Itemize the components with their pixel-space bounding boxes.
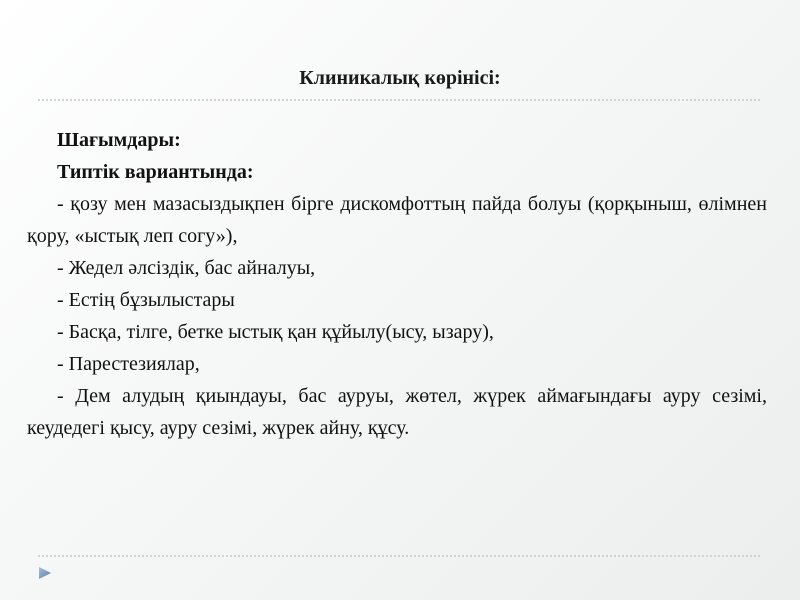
typical-variant-heading: Типтік вариантында: [57,161,254,183]
symptom-item: - Естің бұзылыстары [57,289,235,311]
symptom-item: - қозу мен мазасыздықпен бірге дискомфоттың пайда болуы (қорқыныш, өлімнен қору, «ыстық леп согу»), [27,193,767,247]
triangle-right-icon[interactable] [38,566,52,580]
slide-title: Клиникалық көрінісі: [299,67,501,89]
symptom-item: - Жедел әлсіздік, бас айналуы, [57,257,316,279]
top-divider [38,99,760,101]
complaints-heading: Шағымдары: [57,129,181,151]
symptom-item: - Басқа, тілге, бетке ыстық қан құйылу(ысу, ызару), [57,321,494,343]
symptom-item: - Дем алудың қиындауы, бас ауруы, жөтел, жүрек аймағындағы ауру сезімі, кеудедегі қысу, ауру сезімі, жүрек айну, құсу. [27,385,767,439]
bottom-divider [38,555,760,557]
symptom-item: - Парестезиялар, [57,353,200,375]
slide-body [27,124,767,444]
